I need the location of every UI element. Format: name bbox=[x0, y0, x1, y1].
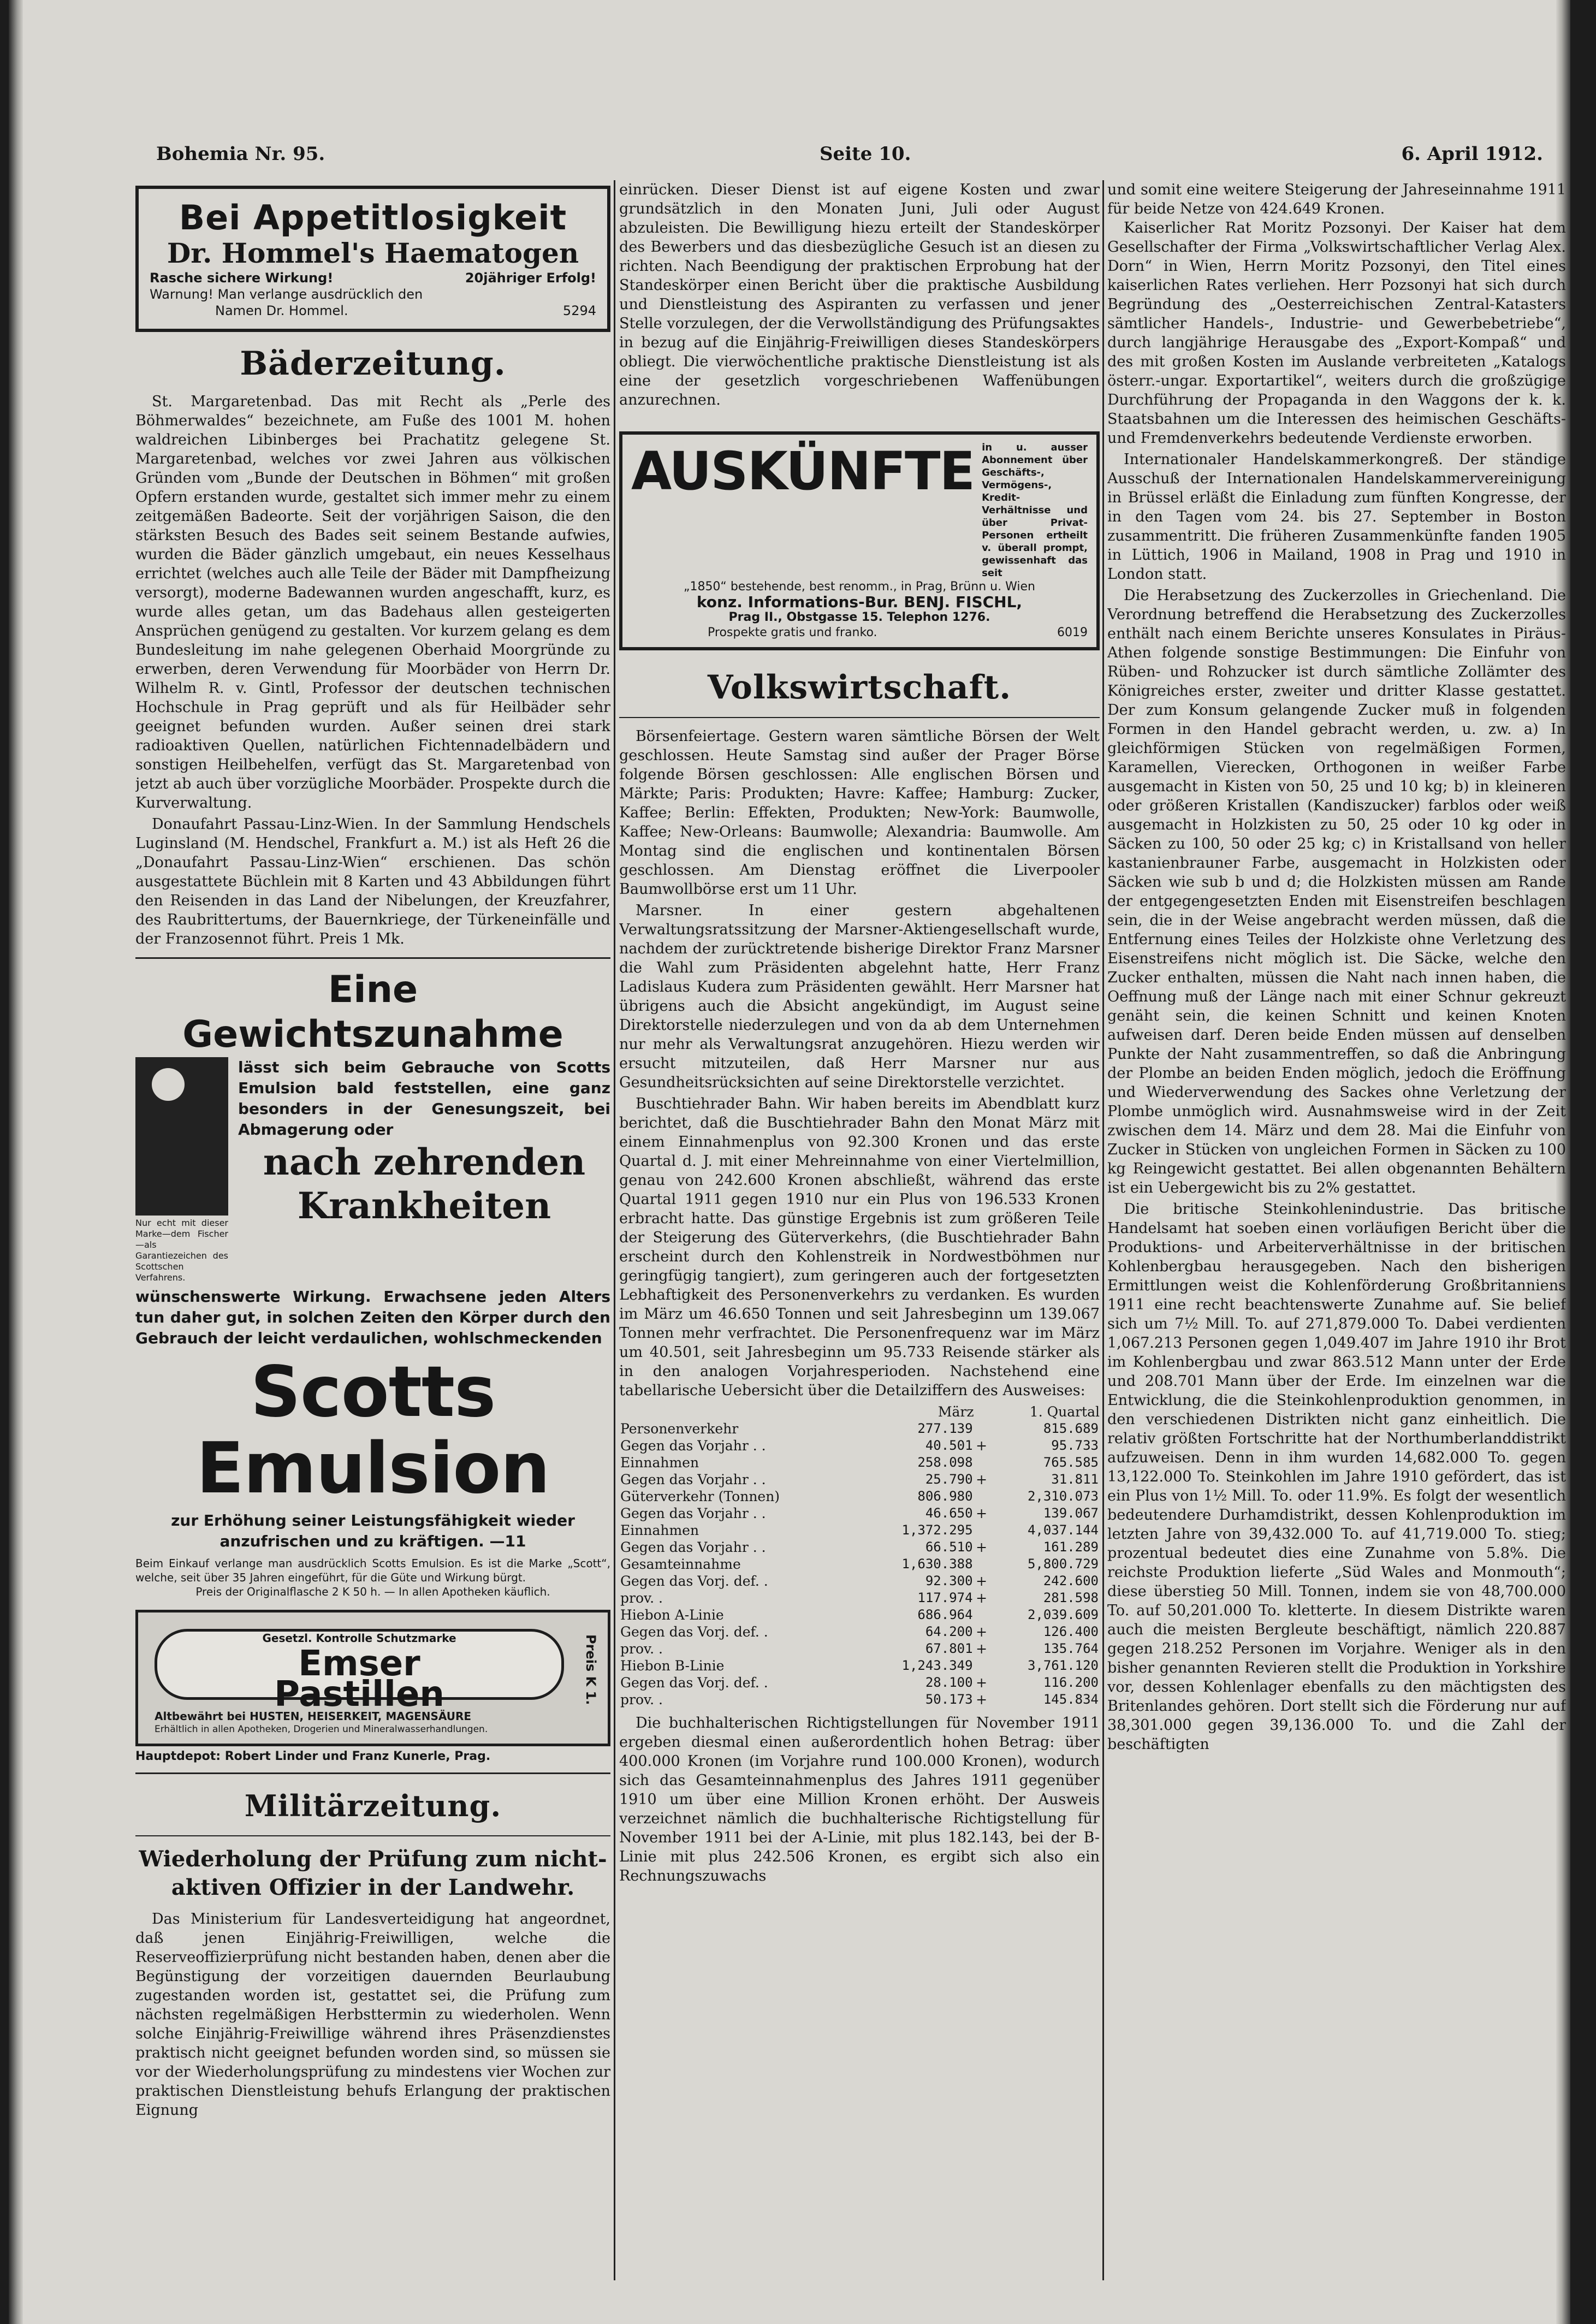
header-issue: Bohemia Nr. 95. bbox=[156, 143, 325, 165]
article-pozsonyi: Kaiserlicher Rat Moritz Pozsonyi. Der Kaiser hat dem Gesellschafter der Firma „Volkswirtschaftlicher Verlag Alex. Dorn“ in Wien, Herrn Moritz Pozsonyi, den Titel eines kaiserlichen Rates verliehen. Herr Pozsonyi hat sich durch Begründung des „Oesterreichischen Zentral-Katasters sämtlicher Handels-, Industrie- und Gewerbebetriebe“, durch langjährige Herausgabe des „Export-Kompaß“ und des mit großen Kosten im Auslande verbreiteten „Katalogs österr.-ungar. Exportartikel“, weiters durch die großzügige Durchführung der Propaganda in den Waggons der k. k. Staatsbahnen um die Interessen des heimischen Geschäfts- und Fremdenverkehrs bedeutende Verdienste erworben. bbox=[1107, 220, 1566, 447]
row-quartal: 145.834 bbox=[1043, 1692, 1099, 1707]
row-maerz: 117.974 bbox=[917, 1590, 973, 1605]
row-quartal: 139.067 bbox=[1043, 1505, 1099, 1521]
row-quartal: 4,037.144 bbox=[1027, 1522, 1099, 1538]
scott-text2: wünschenswerte Wirkung. Erwachsene jeden Alters tun daher gut, in solchen Zeiten den Körper durch den Gebrauch der leicht verdaulichen, wohlschmeckenden bbox=[135, 1288, 610, 1347]
haematogen-ad bbox=[135, 186, 610, 332]
scott-small-1: Beim Einkauf verlange man ausdrücklich Scotts Emulsion. Es ist die Marke „Scott“, welche, seit über 35 Jahren eingeführt, für die Güte und Wirkung bürgt. bbox=[135, 1557, 610, 1584]
row-label: prov. . bbox=[620, 1590, 663, 1606]
pastillen-name-1: Emser bbox=[298, 1644, 420, 1684]
page-edge-left bbox=[9, 0, 23, 2324]
row-sign: + bbox=[976, 1438, 988, 1454]
row-label: Gegen das Vorjahr . . bbox=[620, 1539, 766, 1555]
row-sign: + bbox=[976, 1472, 988, 1487]
table-header-maerz: März bbox=[938, 1404, 974, 1420]
row-maerz: 686.964 bbox=[917, 1607, 973, 1622]
pastillen-hauptdepot: Hauptdepot: Robert Linder und Franz Kunerle, Prag. bbox=[135, 1750, 491, 1763]
row-label: Einnahmen bbox=[620, 1522, 699, 1538]
row-label: Gegen das Vorj. def. . bbox=[620, 1573, 768, 1589]
section-title-baederzeitung: Bäderzeitung. bbox=[240, 345, 506, 383]
table-row bbox=[619, 1522, 1100, 1539]
row-sign: + bbox=[976, 1590, 988, 1606]
scott-text3: zur Erhöhung seiner Leistungsfähigkeit wieder anzufrischen und zu kräftigen. —11 bbox=[171, 1511, 575, 1550]
row-quartal: 3,761.120 bbox=[1027, 1658, 1099, 1673]
ad-warning: Warnung! Man verlange ausdrücklich den bbox=[150, 287, 423, 302]
pastillen-top: Gesetzl. Kontrolle Schutzmarke bbox=[262, 1632, 456, 1645]
table-row bbox=[619, 1640, 1100, 1657]
table-row bbox=[619, 1539, 1100, 1556]
ad-claims: Rasche sichere Wirkung! 20jähriger Erfolg! bbox=[150, 270, 596, 286]
newspaper-page bbox=[9, 0, 1570, 2324]
table-header-quartal: 1. Quartal bbox=[1029, 1404, 1100, 1420]
row-maerz: 277.139 bbox=[917, 1421, 973, 1436]
row-sign: + bbox=[976, 1692, 988, 1708]
ad-product-name: Dr. Hommel's Haematogen bbox=[167, 237, 579, 269]
table-row bbox=[619, 1471, 1100, 1488]
row-sign: + bbox=[976, 1539, 988, 1555]
row-quartal: 2,310.073 bbox=[1027, 1489, 1099, 1504]
row-sign bbox=[974, 1454, 989, 1471]
pastillen-tin bbox=[155, 1629, 564, 1715]
row-maerz: 25.790 bbox=[925, 1472, 973, 1487]
auskuenfte-title: AUSKÜNFTE bbox=[631, 441, 975, 502]
row-sign: + bbox=[976, 1505, 988, 1521]
row-maerz: 92.300 bbox=[925, 1573, 973, 1588]
row-label: Gesamteinnahme bbox=[620, 1556, 741, 1572]
column-1 bbox=[135, 180, 610, 2291]
scott-figure bbox=[135, 1057, 228, 1283]
row-maerz: 46.650 bbox=[925, 1505, 973, 1521]
section-title-militaerzeitung: Militärzeitung. bbox=[244, 1788, 502, 1823]
table-row bbox=[619, 1454, 1100, 1471]
row-label: prov. . bbox=[620, 1641, 663, 1657]
ad-headline: Bei Appetitlosigkeit bbox=[179, 198, 567, 238]
scott-body-row bbox=[135, 1057, 610, 1283]
table-row bbox=[619, 1674, 1100, 1691]
row-quartal: 126.400 bbox=[1043, 1624, 1099, 1639]
article-marsner: Marsner. In einer gestern abgehaltenen Verwaltungsratssitzung der Marsner-Aktiengesellschaft wurde, nachdem der zurücktretende bisherige Direktor Franz Marsner die Wahl zum Präsidenten abgelehnt hatte, Herr Franz Ladislaus Kudera zum Präsidenten gewählt. Herr Marsner hat übrigens auch die Absicht angekündigt, im August seine Direktorstelle niederzulegen und von da ab dem Unternehmen nur mehr als Verwaltungsrat anzugehören. Hiezu werden wir ersucht mitzuteilen, daß Herr Marsner nur aus Gesundheitsrücksichten auf seine Direktorstelle verzichtet. bbox=[619, 902, 1100, 1091]
scott-fig-caption: Nur echt mit dieser Marke—dem Fischer—als Garantiezeichen des Scottschen Verfahrens. bbox=[135, 1218, 228, 1283]
row-maerz: 258.098 bbox=[917, 1455, 973, 1470]
header-page-number: Seite 10. bbox=[820, 143, 911, 165]
article-continued-top: und somit eine weitere Steigerung der Jahreseinnahme 1911 für beide Netze von 424.649 Kronen. bbox=[1107, 181, 1566, 217]
table-row bbox=[619, 1488, 1100, 1505]
article-donaufahrt: Donaufahrt Passau-Linz-Wien. In der Sammlung Hendschels Luginsland (M. Hendschel, Frankfurt a. M.) ist als Heft 26 die „Donaufahrt Passau-Linz-Wien“ erschienen. Das schön ausgestattete Büchlein mit 8 Karten und 43 Abbildungen führt den Reisenden in das Land der Nibelungen, der Kreuzfahrer, des Raubrittertums, der Bauernkriege, der Türkeneinfälle und der Franzosennot führt. Preis 1 Mk. bbox=[135, 816, 610, 947]
row-label: Gegen das Vorjahr . . bbox=[620, 1472, 766, 1487]
scott-small-2: Preis der Originalflasche 2 K 50 h. — In allen Apotheken käuflich. bbox=[195, 1585, 550, 1598]
separator bbox=[135, 1772, 610, 1774]
row-sign: + bbox=[976, 1573, 988, 1589]
section-title-volkswirtschaft: Volkswirtschaft. bbox=[707, 668, 1012, 707]
table-row bbox=[619, 1606, 1100, 1623]
row-label: Einnahmen bbox=[620, 1455, 699, 1471]
row-sign bbox=[974, 1522, 989, 1539]
scott-mid-line-2: Krankheiten bbox=[297, 1184, 551, 1227]
row-label: Gegen das Vorjahr . . bbox=[620, 1505, 766, 1521]
auskuenfte-side-text: in u. ausser Abonnement über Geschäfts-, Vermögens-, Kredit-Verhältnisse und über Privat-Personen ertheilt v. überall prompt, gewissenhaft das seit bbox=[982, 442, 1088, 579]
row-label: Gegen das Vorj. def. . bbox=[620, 1624, 768, 1640]
row-label: Personenverkehr bbox=[620, 1421, 739, 1437]
table-row bbox=[619, 1437, 1100, 1454]
table-row bbox=[619, 1691, 1100, 1708]
row-sign bbox=[974, 1606, 989, 1623]
pastillen-name-2: Pastillen bbox=[274, 1674, 444, 1715]
scott-brand: Scotts Emulsion bbox=[196, 1351, 550, 1509]
row-label: Gegen das Vorjahr . . bbox=[620, 1438, 766, 1454]
row-label: Gegen das Vorj. def. . bbox=[620, 1675, 768, 1691]
row-maerz: 50.173 bbox=[925, 1692, 973, 1707]
row-label: Güterverkehr (Tonnen) bbox=[620, 1489, 780, 1504]
row-quartal: 161.289 bbox=[1043, 1539, 1099, 1555]
scott-mid-line-1: nach zehrenden bbox=[263, 1141, 586, 1183]
row-quartal: 242.600 bbox=[1043, 1573, 1099, 1588]
separator bbox=[135, 1835, 610, 1836]
article-buschtiehrader: Buschtiehrader Bahn. Wir haben bereits im Abendblatt kurz berichtet, daß die Buschtiehrader Bahn den Monat März mit einem Einnahmenplus von 92.300 Kronen und das erste Quartal d. J. mit einer Mehreinnahme von einer Viertelmillion, genau von 242.600 Kronen abschließt, während das erste Quartal 1911 gegen 1910 nur ein Plus von 196.533 Kronen erbracht hatte. Das günstige Ergebnis ist zum größeren Teile der Steigerung des Güterverkehrs, (die Buschtiehrader Bahn erscheint durch den Kohlenstreik in Nordwestböhmen nur geringfügig tangiert), zum geringeren auch der fortgesetzten Lebhaftigkeit des Personenverkehrs zu verdanken. Es wurden im März um 46.650 Tonnen und seit Jahresbeginn um 139.067 Tonnen mehr verfrachtet. Die Personenfrequenz war im März um 40.501, seit Jahresbeginn um 95.733 Reisende stärker als in den analogen Vorjahresperioden. Nachstehend eine tabellarische Uebersicht über die Detailziffern des Ausweises: bbox=[619, 1095, 1100, 1399]
buschtiehrader-table bbox=[619, 1403, 1100, 1708]
row-quartal: 31.811 bbox=[1051, 1472, 1099, 1487]
article-militaer: Das Ministerium für Landesverteidigung hat angeordnet, daß jenen Einjährig-Freiwilligen, welche die Reserveoffizierprüfung nicht bestanden haben, denen aber die Begünstigung der vorzeitigen dauernden Beurlaubung zugestanden worden ist, gestattet sei, die Prüfung zum nächsten regelmäßigen Herbsttermin zu wiederholen. Wenn solche Einjährig-Freiwillige während ihres Präsenzdienstes praktisch nicht geeignet befunden worden sind, so müssen sie vor der Wiederholungsprüfung zu mindestens vier Wochen zur praktischen Dienstleistung behufs Erlangung der praktischen Eignung bbox=[135, 1911, 610, 2119]
article-handelskammerkongress: Internationaler Handelskammerkongreß. Der ständige Ausschuß der Internationalen Handelskammervereinigung in Brüssel erläßt die Einladung zum fünften Kongresse, der in den Tagen vom 24. bis 27. September in Boston zusammentritt. Die früheren Zusammenkünfte fanden 1905 in Lüttich, 1906 in Mailand, 1908 in Prag und 1910 in London statt. bbox=[1107, 451, 1566, 583]
table-row bbox=[619, 1556, 1100, 1573]
row-maerz: 64.200 bbox=[925, 1624, 973, 1639]
row-label: Hiebon B-Linie bbox=[620, 1658, 725, 1674]
row-quartal: 815.689 bbox=[1043, 1421, 1099, 1436]
row-label: prov. . bbox=[620, 1692, 663, 1708]
separator bbox=[619, 717, 1100, 718]
table-row bbox=[619, 1505, 1100, 1522]
row-maerz: 67.801 bbox=[925, 1641, 973, 1656]
row-maerz: 28.100 bbox=[925, 1675, 973, 1690]
table-row bbox=[619, 1420, 1100, 1437]
article-margaretenbad: St. Margaretenbad. Das mit Recht als „Perle des Böhmerwaldes“ bezeichnete, am Fuße des 1001 M. hohen waldreichen Libinberges bei Prachatitz gelegene St. Margaretenbad, welches vor zwei Jahren aus völkischen Gründen vom „Bunde der Deutschen in Böhmen“ mit großen Opfern erstanden wurde, gestaltet sich immer mehr zu einem zeitgemäßen Badeorte. Seit der vorjährigen Saison, die den stärksten Besuch des Bades seit seinem Bestande aufwies, wurden die Bäder gänzlich umgebaut, ein neues Kesselhaus errichtet (welches auch alle Teile der Bäder mit Dampfheizung versorgt), moderne Badewannen wurden angeschafft, kurz, es wurde alles getan, um das Badehaus allen gesteigerten Ansprüchen genügend zu gestalten. Vor kurzem gelang es dem Bundesleitung im nahe gelegenen Oberhaid Moorgründe zu erwerben, deren Verwendung für Moorbäder von Herrn Dr. Wilhelm R. v. Gintl, Professor der deutschen technischen Hochschule in Prag geprüft und als für Heilbäder sehr geeignet befunden wurden. Außer seinen drei stark radioaktiven Quellen, natürlichen Fichtennadelbädern und sonstigen Heilbehelfen, verfügt das St. Margaretenbad von jetzt ab auch über vorzügliche Moorbäder. Prospekte durch die Kurverwaltung. bbox=[135, 393, 610, 811]
row-maerz: 1,243.349 bbox=[901, 1658, 973, 1673]
row-maerz: 40.501 bbox=[925, 1438, 973, 1453]
row-sign: + bbox=[976, 1675, 988, 1691]
row-maerz: 806.980 bbox=[917, 1489, 973, 1504]
row-quartal: 116.200 bbox=[1043, 1675, 1099, 1690]
column-3 bbox=[1107, 180, 1566, 2291]
scott-text-block bbox=[238, 1057, 610, 1283]
article-buschtiehrader-continued: Die buchhalterischen Richtigstellungen für November 1911 ergeben diesmal einen außerordentlich hohen Betrag: über 400.000 Kronen (im Vorjahre rund 100.000 Kronen), wodurch sich das Gesamteinnahmenplus des Jahres 1911 gegenüber 1910 um über eine Million Kronen erhöht. Der Ausweis verzeichnet nämlich die buchhalterische Richtigstellung für November 1911 bei der A-Linie, mit plus 182.143, bei der B-Linie mit plus 242.506 Kronen, es ergibt sich also ein Rechnungszuwachs bbox=[619, 1715, 1100, 1884]
article-militaer-continued: einrücken. Dieser Dienst ist auf eigene Kosten und zwar grundsätzlich in den Monaten Juni, Juli oder August abzuleisten. Die Bewilligung hiezu erteilt der Standeskörper des Bewerbers und das diesbezügliche Gesuch ist an diesen zu richten. Nach Beendigung der praktischen Erprobung hat der Standeskörper einen Bericht über die praktische Ausbildung und Dienstleistung des Aspiranten zu verfassen und jener Stelle vorzulegen, der die Verwollständigung des Prüfungsaktes in bezug auf die Einjährig-Freiwilligen dieses Standeskörpers obliegt. Die vierwöchentliche praktische Dienstleistung ist als eine der gesetzlich vorgeschriebenen Waffenübungen anzurechnen. bbox=[619, 181, 1100, 408]
row-quartal: 95.733 bbox=[1051, 1438, 1099, 1453]
row-maerz: 1,372.295 bbox=[901, 1522, 973, 1538]
column-rule-1 bbox=[614, 180, 615, 2280]
column-rule-2 bbox=[1102, 180, 1104, 2280]
table-row bbox=[619, 1623, 1100, 1640]
article-zuckerzoll: Die Herabsetzung des Zuckerzolles in Griechenland. Die Verordnung betreffend die Herabsetzung des Zuckerzolles enthält nach einem Berichte unseres Konsulates in Piräus-Athen folgende sonstige Bestimmungen: Die Einfuhr von Rüben- und Rohzucker ist durch sämtliche Zollämter des Königreiches erster, zweiter und dritter Klasse gestattet. Der zum Konsum gelangende Zucker muß in folgenden Formen in den Handel gebracht werden, u. zw. a) In gleichförmigen Stücken von regelmäßigen Formen, Karamellen, Vierecken, Orthogonen in weißer Farbe ausgemacht in Kisten von 50, 25 und 10 kg; b) in kleineren oder größeren Kristallen (Kandiszucker) farblos oder weiß ausgemacht in Holzkisten zu 50, 25 oder 10 kg oder in Säcken zu 100, 50 oder 25 kg; c) in Kristallsand von heller kastanienbrauner Farbe, ausgemacht in Holzkisten oder Säcken wie sub b und d; die Holzkisten müssen am Rande der entgegengesetzten Enden mit Eisenstreifen beschlagen sein, die in der Weise angebracht werden müssen, daß die Entfernung eines Teiles der Holzkiste ohne Verletzung des Eisenstreifens nicht möglich ist. Die Säcke, welche den Zucker enthalten, müssen die Naht nach innen haben, die Oeffnung muß der Länge nach mit einer Schnur gekreuzt genäht sein, die keinen Schnitt und keinen Knoten aufweisen darf. Deren beide Enden müssen auf denselben Punkte der Naht zusammentreffen, so daß die Anbringung der Plombe an beiden Enden möglich, jedoch die Eröffnung und Wiederverwendung des Sackes ohne Verletzung der Plombe unmöglich wird. Ausnahmsweise wird in der Zeit zwischen dem 14. März und dem 28. Mai die Einfuhr von Zucker in Stücken von ungleichen Formen in Säcken zu 100 kg Reingewicht gestattet. Bei allen obgenannten Behältern ist ein Uebergewicht bis zu 2% gestattet. bbox=[1107, 587, 1566, 1196]
auskuenfte-ad bbox=[619, 431, 1100, 650]
row-quartal: 2,039.609 bbox=[1027, 1607, 1099, 1622]
row-quartal: 5,800.729 bbox=[1027, 1556, 1099, 1572]
row-sign bbox=[974, 1488, 989, 1505]
article-boersenfeiertage: Börsenfeiertage. Gestern waren sämtliche Börsen der Welt geschlossen. Heute Samstag sind außer der Prager Börse folgende Börsen geschlossen: Alle englischen Börsen und Märkte; Paris: Produkten; Havre: Kaffee; Hamburg: Zucker, Kaffee; Berlin: Effekten, Produkten; New-York: Baumwolle, Kaffee; New-Orleans: Baumwolle; Alexandria: Baumwolle. Am Montag sind die englischen und kontinentalen Börsen geschlossen. Am Dienstag eröffnet die Liverpooler Baumwollbörse erst um 11 Uhr. bbox=[619, 728, 1100, 898]
militaer-article-title: Wiederholung der Prüfung zum nicht-aktiven Offizier in der Landwehr. bbox=[139, 1846, 607, 1900]
row-quartal: 135.764 bbox=[1043, 1641, 1099, 1656]
row-sign bbox=[974, 1420, 989, 1437]
auskuenfte-bottom: „1850“ bestehende, best renomm., in Prag, Brünn u. Wien konz. Informations-Bur. BENJ. FISCHL, Prag II., Obstgasse 15. Telephon 1276. Prospekte gratis und franko. 6019 bbox=[684, 580, 1088, 639]
scott-text1: lässt sich beim Gebrauche von Scotts Emulsion bald feststellen, eine ganz besonders in der Genesungszeit, bei Abmagerung oder bbox=[238, 1058, 610, 1139]
row-sign: + bbox=[976, 1624, 988, 1640]
article-steinkohlenindustrie: Die britische Steinkohlenindustrie. Das britische Handelsamt hat soeben einen vorläufigen Bericht über die Produktions- und Arbeiterverhältnisse in der britischen Kohlenbergbau herausgegeben. Nach den bisherigen Ermittlungen weist die Kohlenförderung Großbritanniens 1911 eine recht beachtenswerte Zunahme auf. Sie belief sich um 7½ Mill. To. auf 271,879.000 To. Dabei verdienten 1,067.213 Personen gegen 1,049.407 im Jahre 1910 ihr Brot im Kohlenbergbau und zwar 863.512 Mann unter der Erde und 208.701 Mann über der Erde. Im einzelnen war die Entwicklung, die die Steinkohlenproduktion genommen, in den verschiedenen Distrikten nicht ganz einheitlich. Die relativ größten Fortschritte hat der Northumberlanddistrikt aufzuweisen. Denn in ihm wurden 14,682.000 To. gegen 13,122.000 To. Steinkohlen im Jahre 1910 gefördert, das ist ein Plus von 1½ Mill. To. oder 11.9%. Es folgt der wesentlich bedeutendere Durhamdistrikt, dessen Kohlenproduktion im letzten Jahre von 39,432.000 To. auf 41,719.000 To. stieg; prozentual bedeutet dies eine Zunahme von 5.8%. Die reichste Produktion lieferte „Süd Wales and Monmouth“; diese überstieg 50 Mill. Tonnen, indem sie von 48,700.000 To. auf 50,201.000 To. kletterte. In diesem Distrikte waren auch die meisten Bergleute beschäftigt, nämlich 220.887 gegen 218.252 Personen im Vorjahre. Weniger als in den bisher genannten Revieren stellt die Produktion in Yorkshire vor, dessen Kohlenlager ebenfalls zu den mächtigsten des Britenlandes gehören. Dort stellt sich die Förderung nur auf 38,301.000 gegen 39,136.000 To. und die Zahl der beschäftigten bbox=[1107, 1201, 1566, 1753]
fisherman-figure-icon bbox=[135, 1057, 228, 1216]
row-quartal: 281.598 bbox=[1043, 1590, 1099, 1605]
table-row bbox=[619, 1590, 1100, 1606]
row-quartal: 765.585 bbox=[1043, 1455, 1099, 1470]
table-row bbox=[619, 1657, 1100, 1674]
table-header-row bbox=[619, 1403, 1100, 1420]
row-sign bbox=[974, 1657, 989, 1674]
scott-headline: Eine Gewichtszunahme bbox=[182, 968, 563, 1056]
pastillen-price: Preis K 1. bbox=[583, 1634, 598, 1705]
row-maerz: 1,630.388 bbox=[901, 1556, 973, 1572]
table-row bbox=[619, 1573, 1100, 1590]
running-header bbox=[156, 143, 1543, 170]
scotts-emulsion-ad bbox=[135, 968, 610, 1599]
pastillen-caption: Altbewährt bei HUSTEN, HEISERKEIT, MAGENSÄURE Erhältlich in allen Apotheken, Drogerien und Mineralwasserhandlungen. bbox=[155, 1710, 488, 1735]
row-maerz: 66.510 bbox=[925, 1539, 973, 1555]
separator bbox=[135, 957, 610, 959]
column-2 bbox=[619, 180, 1100, 2291]
row-sign: + bbox=[976, 1641, 988, 1657]
header-date: 6. April 1912. bbox=[1401, 143, 1543, 165]
emser-pastillen-ad bbox=[135, 1610, 610, 1746]
table-body bbox=[619, 1420, 1100, 1708]
ad-name-line: Namen Dr. Hommel. 5294 bbox=[215, 303, 596, 318]
row-sign bbox=[974, 1556, 989, 1573]
row-label: Hiebon A-Linie bbox=[620, 1607, 724, 1623]
